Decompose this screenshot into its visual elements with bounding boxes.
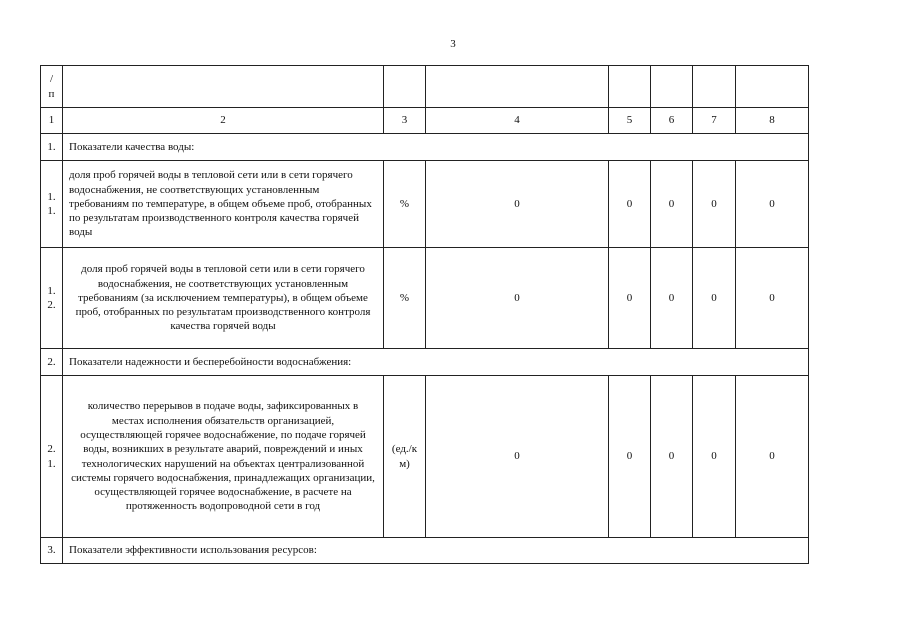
indicator-row-1-1 [41, 161, 809, 248]
unit-line1: (ед./к [391, 443, 418, 456]
header-num-line1: / [49, 73, 54, 86]
header-cell [651, 66, 693, 108]
header-cell [384, 66, 426, 108]
unit-cell: % [384, 161, 426, 248]
value-cell: 0 [736, 248, 809, 349]
unit-line2: м) [399, 457, 410, 470]
value-cell: 0 [693, 248, 736, 349]
column-number: 4 [426, 108, 609, 134]
row-number-line1: 2. [47, 443, 56, 456]
row-number-line2: 1. [47, 205, 56, 217]
indicator-description: доля проб горячей воды в тепловой сети или в сети горячего водоснабжения, не соответствующих установленным требованиям по температуре, в общем объеме проб, отобранных по результатам производственного контроля качества горячей воды [63, 161, 384, 248]
unit-cell: % [384, 248, 426, 349]
value-cell: 0 [426, 248, 609, 349]
column-number: 6 [651, 108, 693, 134]
indicator-row-1-2 [41, 248, 809, 349]
row-number [41, 376, 63, 538]
page-number: 3 [450, 38, 456, 50]
header-cell [693, 66, 736, 108]
value-cell: 0 [651, 376, 693, 538]
section-row-efficiency [41, 538, 809, 564]
value-cell: 0 [693, 376, 736, 538]
row-number-line1: 1. [47, 284, 56, 297]
indicator-row-2-1 [41, 376, 809, 538]
column-number: 5 [609, 108, 651, 134]
value-cell: 0 [693, 161, 736, 248]
section-row-quality [41, 134, 809, 161]
header-cell [63, 66, 384, 108]
row-number [41, 248, 63, 349]
section-number: 2. [41, 349, 63, 376]
row-number [41, 161, 63, 248]
column-number: 7 [693, 108, 736, 134]
indicator-description: доля проб горячей воды в тепловой сети или в сети горячего водоснабжения, не соответствующих установленным требованиям (за исключением температуры), в общем объеме проб, отобранных по результатам производственного контроля качества горячей воды [63, 248, 384, 349]
row-number-line1: 1. [47, 190, 56, 203]
table-header-row [41, 66, 809, 108]
section-title: Показатели эффективности использования ресурсов: [63, 538, 809, 564]
header-num-cell [41, 66, 63, 108]
section-row-reliability [41, 349, 809, 376]
value-cell: 0 [426, 161, 609, 248]
value-cell: 0 [736, 376, 809, 538]
value-cell: 0 [426, 376, 609, 538]
row-number-line2: 1. [47, 457, 56, 470]
value-cell: 0 [736, 161, 809, 248]
indicators-table [40, 65, 809, 564]
column-number: 3 [384, 108, 426, 134]
header-num-line2: п [48, 87, 55, 100]
column-number: 1 [41, 108, 63, 134]
section-number: 1. [41, 134, 63, 161]
column-number: 2 [63, 108, 384, 134]
column-number: 8 [736, 108, 809, 134]
header-cell [609, 66, 651, 108]
header-cell [736, 66, 809, 108]
column-number-row [41, 108, 809, 134]
header-cell [426, 66, 609, 108]
value-cell: 0 [651, 161, 693, 248]
section-title: Показатели надежности и бесперебойности водоснабжения: [63, 349, 809, 376]
value-cell: 0 [609, 161, 651, 248]
value-cell: 0 [651, 248, 693, 349]
section-title: Показатели качества воды: [63, 134, 809, 161]
row-number-line2: 2. [47, 299, 56, 311]
indicator-description: количество перерывов в подаче воды, зафиксированных в местах исполнения обязательств организацией, осуществляющей горячее водоснабжение, по подаче горячей воды, возникших в результате аварий, повреждений и иных технологических нарушений на объектах централизованной системы горячего водоснабжения, принадлежащих организации, осуществляющей горячее водоснабжение, в расчете на протяженность водопроводной сети в год [63, 376, 384, 538]
section-number: 3. [41, 538, 63, 564]
value-cell: 0 [609, 248, 651, 349]
unit-cell [384, 376, 426, 538]
value-cell: 0 [609, 376, 651, 538]
